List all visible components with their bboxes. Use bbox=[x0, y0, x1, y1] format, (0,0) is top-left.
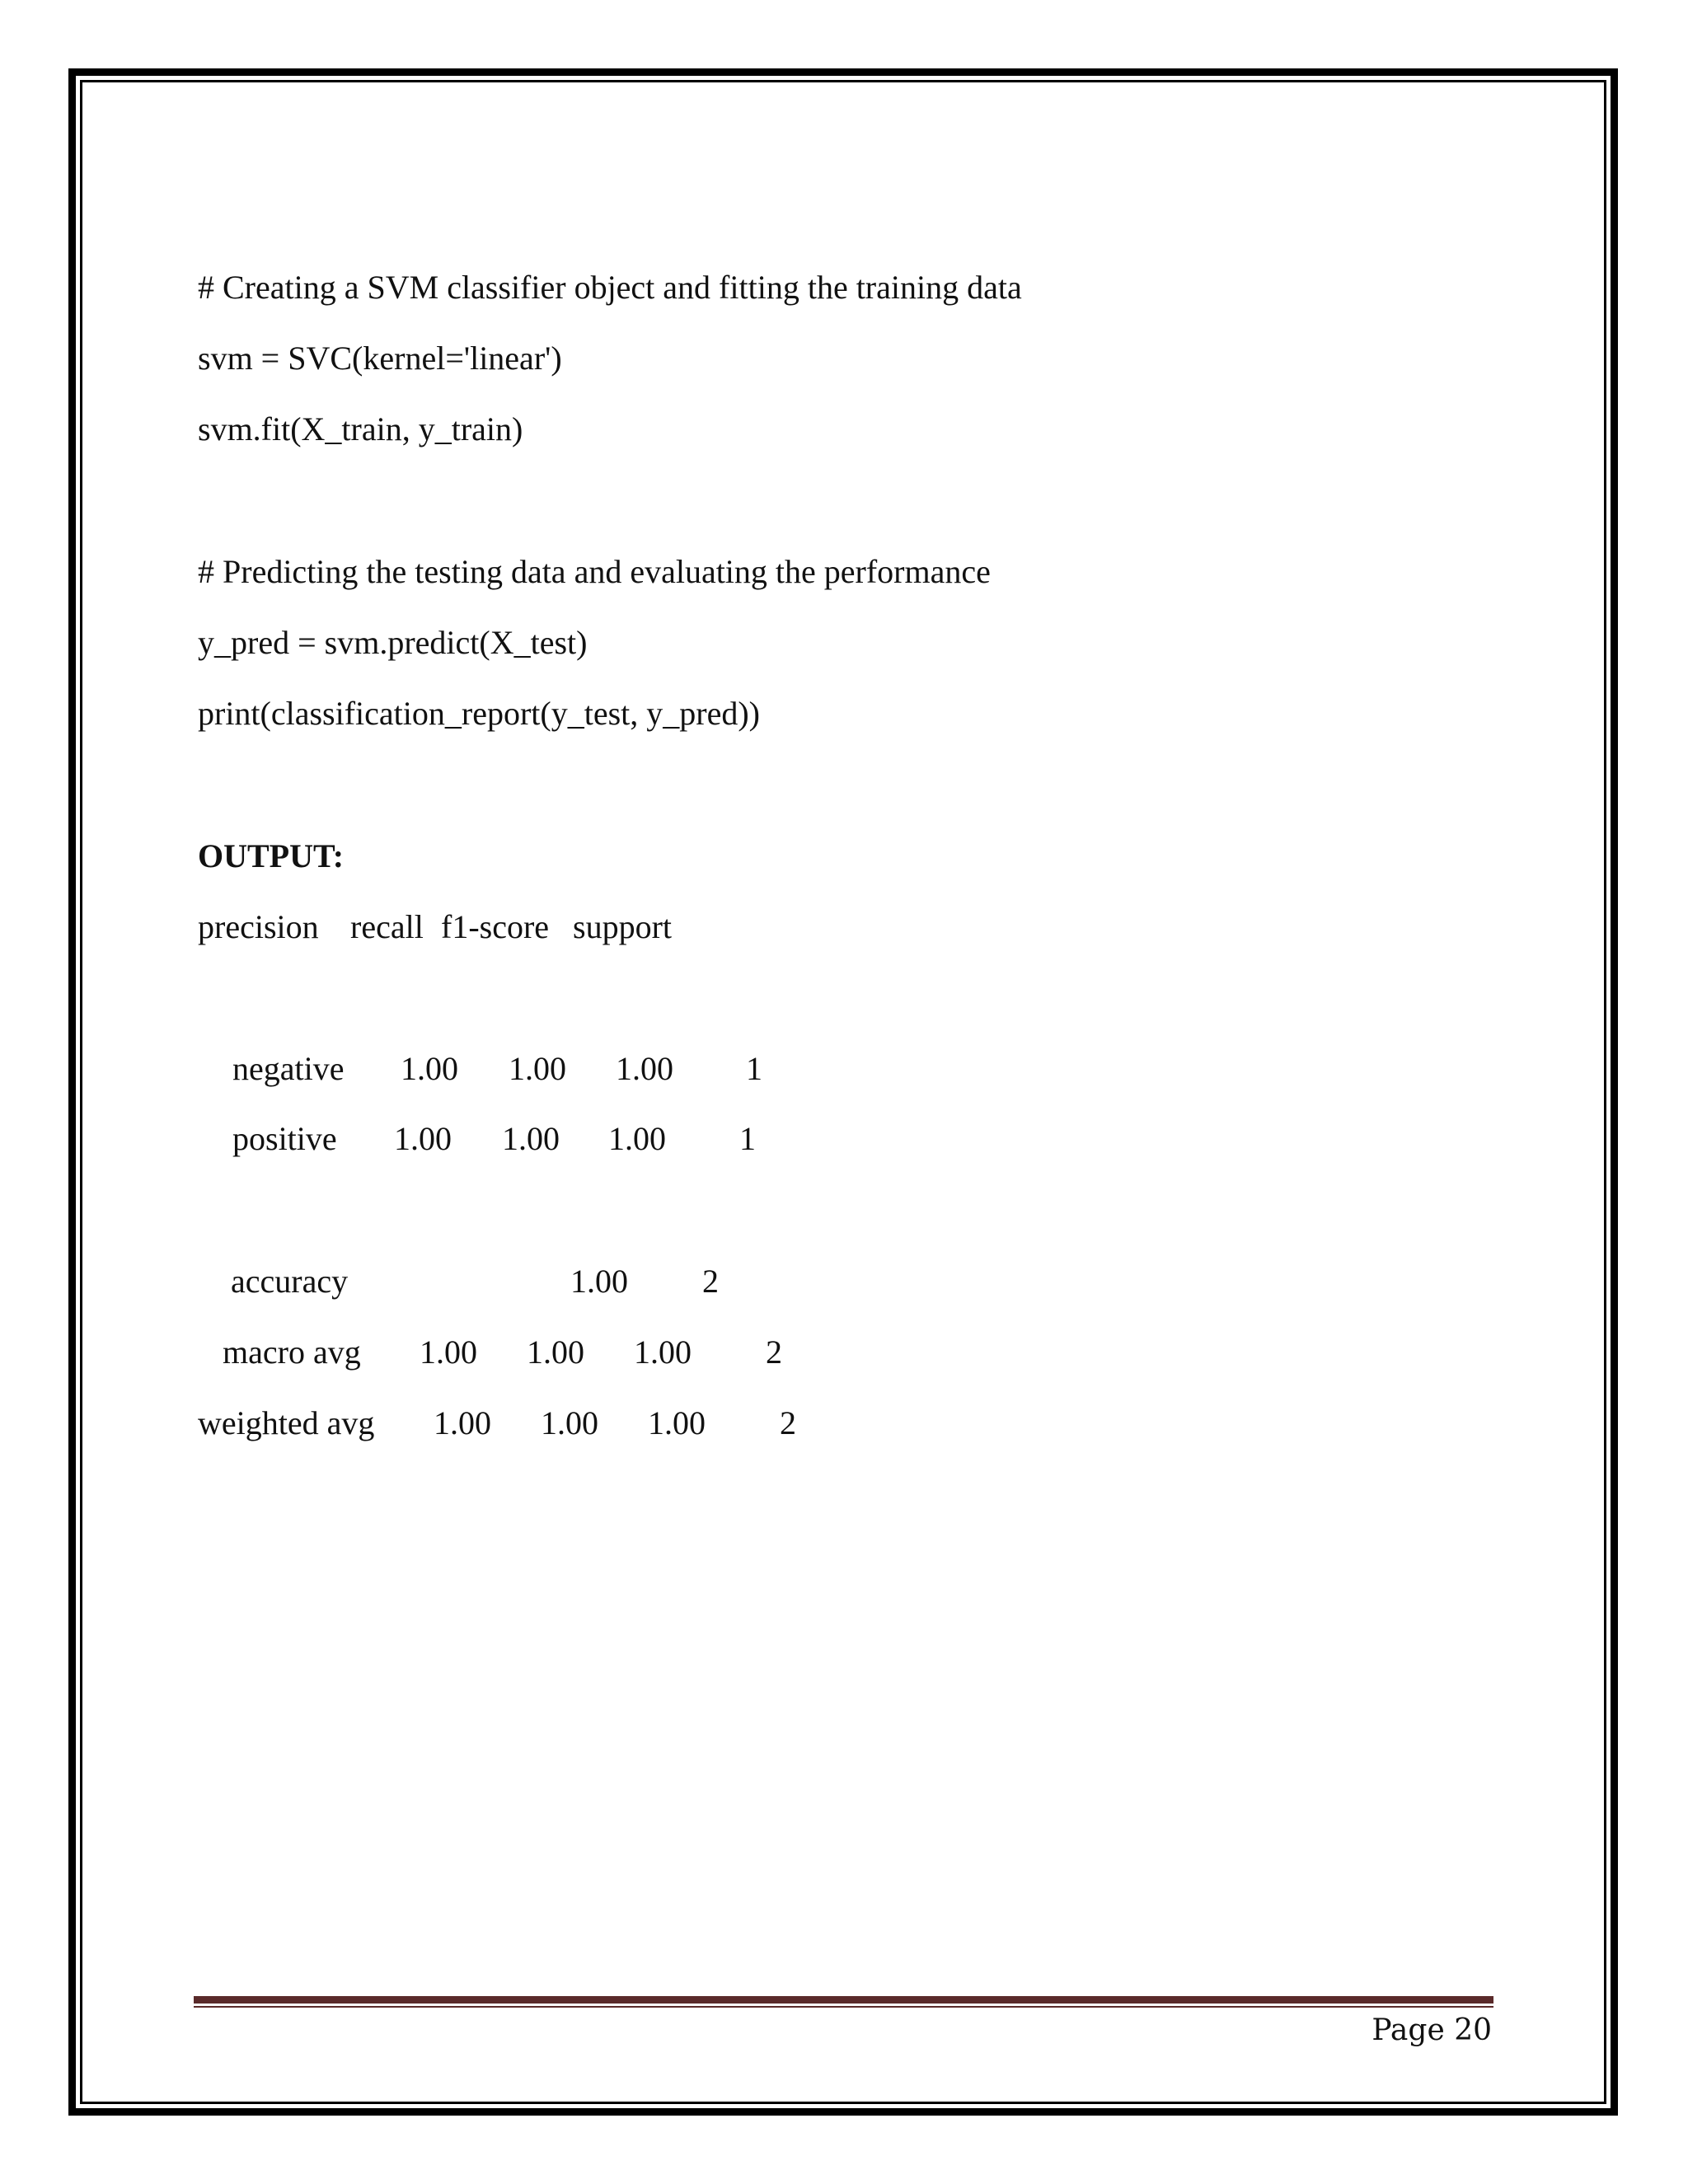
report-cell-recall: 1.00 bbox=[527, 1333, 584, 1371]
report-cell-precision: 1.00 bbox=[401, 1050, 458, 1087]
report-cell-support: 2 bbox=[780, 1404, 796, 1441]
report-cell-support: 1 bbox=[746, 1050, 762, 1087]
report-cell-support: 1 bbox=[739, 1120, 756, 1157]
code-line: print(classification_report(y_test, y_pred)) bbox=[198, 695, 760, 732]
output-heading: OUTPUT: bbox=[198, 837, 345, 874]
report-header-recall: recall bbox=[350, 908, 424, 945]
report-row-label: weighted avg bbox=[198, 1404, 375, 1441]
page-border-inner bbox=[80, 80, 1606, 2104]
report-cell-recall: 1.00 bbox=[541, 1404, 598, 1441]
report-header-precision: precision bbox=[198, 908, 319, 945]
report-cell-f1: 1.00 bbox=[634, 1333, 692, 1371]
footer-rule-thin bbox=[194, 2006, 1493, 2008]
report-row-label: positive bbox=[232, 1120, 337, 1157]
page-number: Page 20 bbox=[1372, 2013, 1492, 2047]
code-line: svm = SVC(kernel='linear') bbox=[198, 340, 562, 377]
report-cell-support: 2 bbox=[702, 1263, 719, 1300]
report-header-support: support bbox=[573, 908, 672, 945]
report-row-label: accuracy bbox=[231, 1263, 349, 1300]
code-line: y_pred = svm.predict(X_test) bbox=[198, 624, 588, 661]
report-cell-precision: 1.00 bbox=[434, 1404, 491, 1441]
footer-rule bbox=[194, 1996, 1493, 2004]
report-cell-precision: 1.00 bbox=[420, 1333, 477, 1371]
code-line: svm.fit(X_train, y_train) bbox=[198, 410, 523, 448]
report-cell-f1: 1.00 bbox=[648, 1404, 706, 1441]
code-comment-line: # Creating a SVM classifier object and fitting the training data bbox=[198, 269, 1022, 306]
report-cell-f1: 1.00 bbox=[570, 1263, 628, 1300]
report-cell-precision: 1.00 bbox=[394, 1120, 452, 1157]
report-cell-recall: 1.00 bbox=[502, 1120, 560, 1157]
report-cell-recall: 1.00 bbox=[509, 1050, 566, 1087]
report-header-f1: f1-score bbox=[441, 908, 550, 945]
report-row-label: macro avg bbox=[223, 1333, 361, 1371]
report-cell-f1: 1.00 bbox=[608, 1120, 666, 1157]
code-comment-line: # Predicting the testing data and evaluating the performance bbox=[198, 553, 991, 590]
report-row-label: negative bbox=[232, 1050, 345, 1087]
report-cell-support: 2 bbox=[766, 1333, 782, 1371]
report-cell-f1: 1.00 bbox=[616, 1050, 673, 1087]
